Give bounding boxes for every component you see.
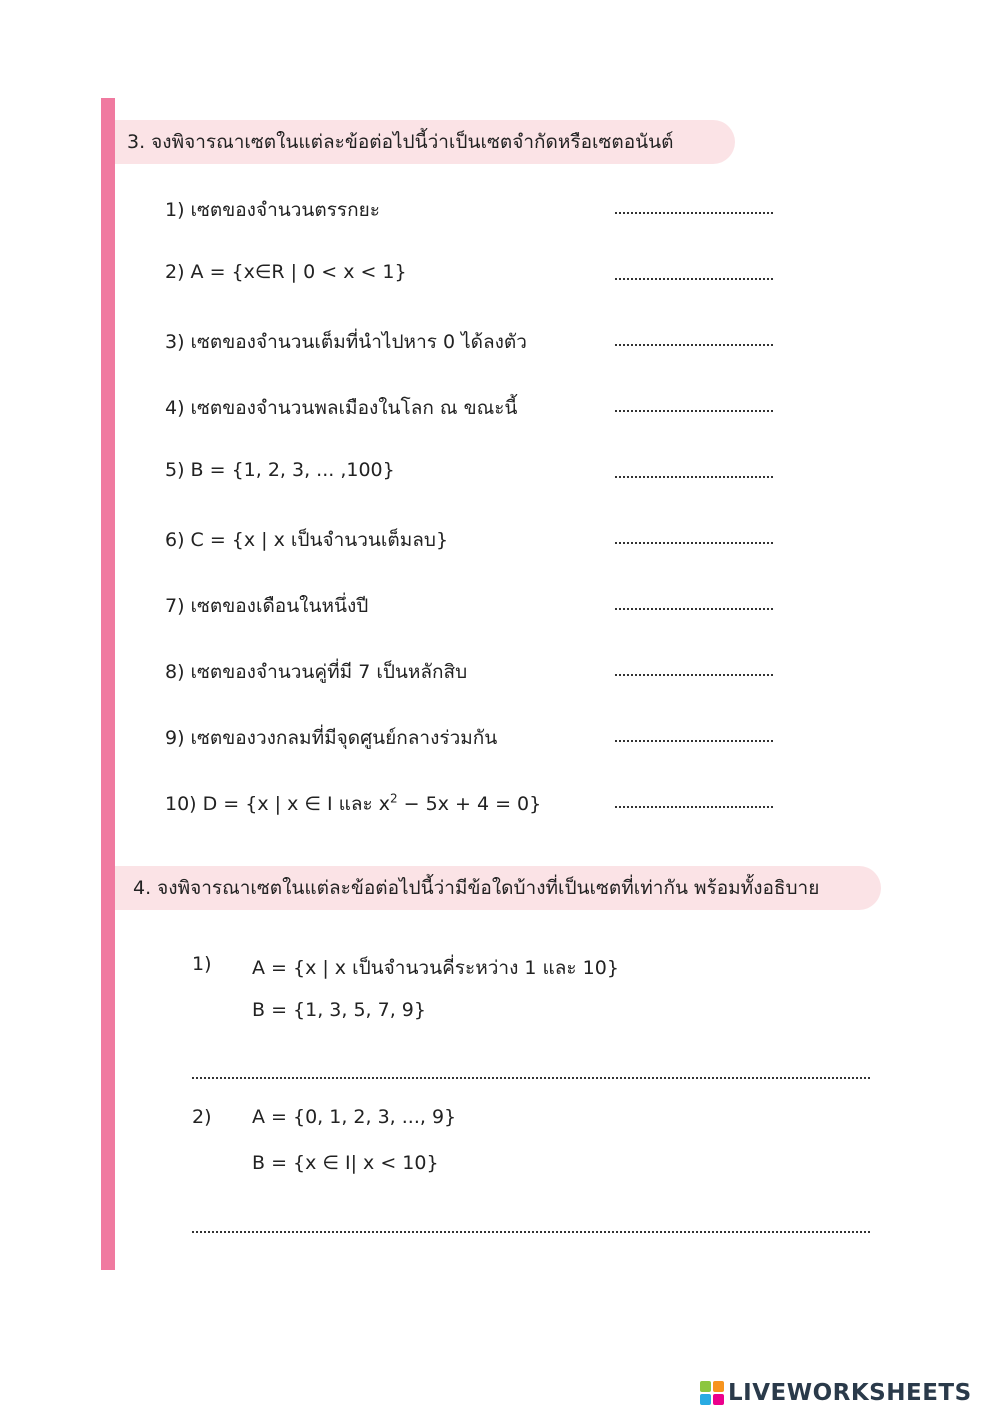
question-text: 4) เซตของจำนวนพลเมืองในโลก ณ ขณะนี้	[165, 397, 518, 419]
answer-blank[interactable]	[615, 806, 773, 808]
question-text: 1) เซตของจำนวนตรรกยะ	[165, 199, 380, 221]
question-row	[165, 327, 785, 357]
answer-blank[interactable]	[615, 410, 773, 412]
question-text: 6) C = {x | x เป็นจำนวนเต็มลบ}	[165, 529, 449, 551]
answer-blank[interactable]	[615, 674, 773, 676]
item10-suffix: − 5x + 4 = 0}	[397, 793, 542, 815]
question-text: 9) เซตของวงกลมที่มีจุดศูนย์กลางร่วมกัน	[165, 727, 498, 749]
question-row	[165, 459, 785, 489]
question-text: 7) เซตของเดือนในหนึ่งปี	[165, 595, 369, 617]
answer-blank[interactable]	[615, 740, 773, 742]
section-4-title: 4. จงพิจารณาเซตในแต่ละข้อต่อไปนี้ว่ามีข้อใดบ้างที่เป็นเซตที่เท่ากัน พร้อมทั้งอธิบาย	[133, 877, 820, 899]
answer-blank[interactable]	[615, 344, 773, 346]
answer-blank[interactable]	[615, 542, 773, 544]
logo-text: LIVEWORKSHEETS	[728, 1380, 972, 1406]
explanation-line[interactable]	[192, 1231, 870, 1233]
section-4-header	[115, 866, 881, 910]
question-text: 5) B = {1, 2, 3, ... ,100}	[165, 459, 395, 481]
question-text: 8) เซตของจำนวนคู่ที่มี 7 เป็นหลักสิบ	[165, 661, 468, 683]
question-row	[165, 657, 785, 687]
question-row	[165, 393, 785, 423]
question-row	[165, 195, 785, 225]
problem-label: 1)	[192, 953, 212, 975]
question-row	[165, 723, 785, 753]
problem-label: 2)	[192, 1106, 212, 1128]
answer-blank[interactable]	[615, 476, 773, 478]
answer-blank[interactable]	[615, 608, 773, 610]
set-a-definition: A = {x | x เป็นจำนวนคี่ระหว่าง 1 และ 10}	[252, 957, 619, 979]
section-3-title: 3. จงพิจารณาเซตในแต่ละข้อต่อไปนี้ว่าเป็นเซตจำกัดหรือเซตอนันต์	[127, 131, 674, 153]
item10-prefix: 10) D = {x | x ∈ I และ x	[165, 793, 390, 815]
question-text-10	[165, 789, 541, 819]
question-row	[165, 261, 785, 291]
left-accent-bar	[101, 98, 115, 1270]
liveworksheets-logo	[700, 1378, 972, 1408]
question-text: 2) A = {x∈R | 0 < x < 1}	[165, 261, 407, 283]
set-a-definition: A = {0, 1, 2, 3, ..., 9}	[252, 1106, 457, 1128]
explanation-line[interactable]	[192, 1077, 870, 1079]
question-row	[165, 591, 785, 621]
question-text: 3) เซตของจำนวนเต็มที่นำไปหาร 0 ได้ลงตัว	[165, 331, 527, 353]
question-row	[165, 789, 785, 819]
answer-blank[interactable]	[615, 212, 773, 214]
answer-blank[interactable]	[615, 278, 773, 280]
logo-squares-icon	[700, 1381, 724, 1405]
set-b-definition: B = {x ∈ I| x < 10}	[252, 1152, 439, 1174]
set-b-definition: B = {1, 3, 5, 7, 9}	[252, 999, 426, 1021]
section-3-header	[115, 120, 735, 164]
item10-exponent: 2	[389, 791, 398, 806]
question-row	[165, 525, 785, 555]
